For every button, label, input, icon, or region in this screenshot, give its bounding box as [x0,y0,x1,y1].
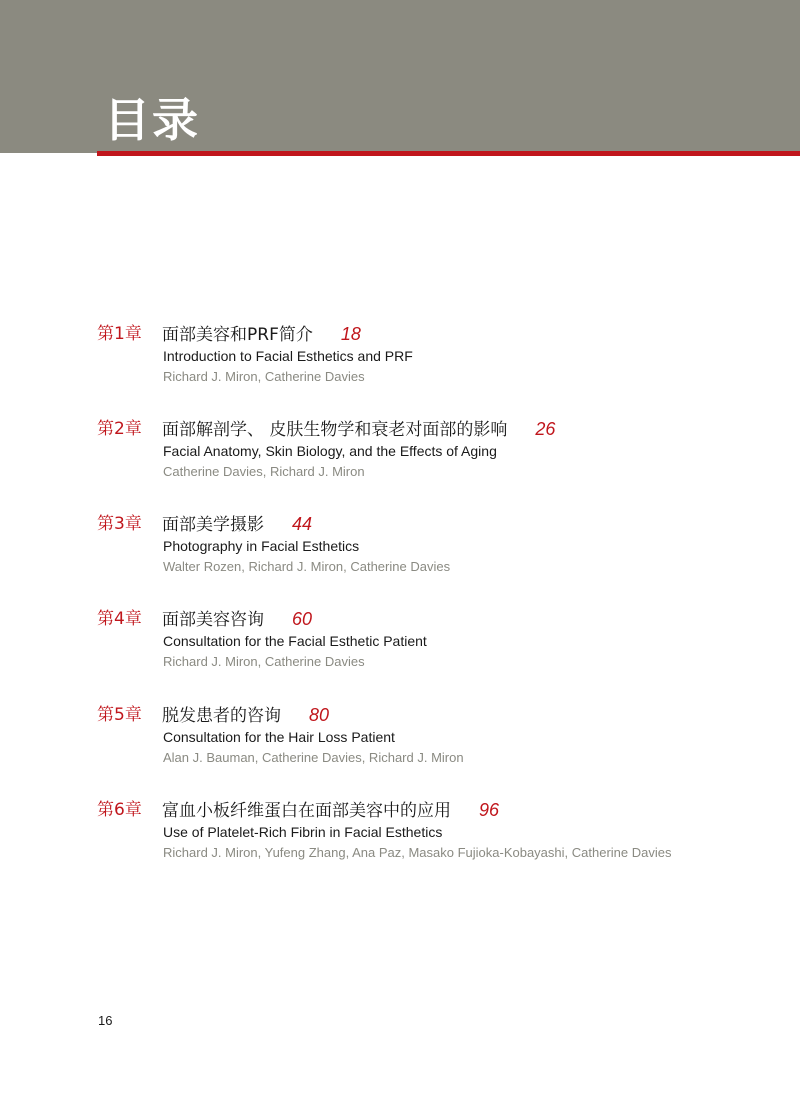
chapter-authors: Alan J. Bauman, Catherine Davies, Richard J. Miron [163,750,464,765]
chapter-authors: Richard J. Miron, Yufeng Zhang, Ana Paz, Masako Fujioka-Kobayashi, Catherine Davies [163,845,672,860]
chapter-label: 第2章 [97,419,142,439]
chapter-label: 第4章 [97,609,142,629]
chapter-title-en: Introduction to Facial Esthetics and PRF [163,348,413,364]
toc-entry-6[interactable] [0,798,800,868]
header-red-rule [97,151,800,156]
chapter-page-number[interactable]: 80 [309,705,330,725]
toc-entry-3[interactable] [0,512,800,582]
chapter-authors: Walter Rozen, Richard J. Miron, Catherine Davies [163,559,451,574]
chapter-title-en: Use of Platelet-Rich Fibrin in Facial Esthetics [163,824,443,840]
chapter-page-number[interactable]: 26 [535,419,556,439]
page-number: 16 [98,1013,113,1028]
chapter-title-zh: 脱发患者的咨询 80 [162,705,330,726]
chapter-title-en: Consultation for the Hair Loss Patient [163,729,395,745]
header-band [0,0,800,153]
toc-entry-1[interactable] [0,322,800,392]
chapter-title-en: Photography in Facial Esthetics [163,538,360,554]
chapter-authors: Richard J. Miron, Catherine Davies [163,654,365,669]
chapter-label: 第6章 [97,800,142,820]
toc-entry-5[interactable] [0,703,800,773]
toc-entry-2[interactable] [0,417,800,487]
chapter-title-en: Consultation for the Facial Esthetic Patient [163,633,427,649]
toc-entry-4[interactable] [0,607,800,677]
chapter-page-number[interactable]: 18 [340,324,361,344]
chapter-authors: Catherine Davies, Richard J. Miron [163,464,365,479]
chapter-label: 第1章 [97,324,142,344]
chapter-page-number[interactable]: 60 [292,609,313,629]
chapter-page-number[interactable]: 96 [479,800,500,820]
chapter-title-en: Facial Anatomy, Skin Biology, and the Effects of Aging [163,443,497,459]
chapter-title-zh: 面部美容和PRF简介 18 [162,324,361,345]
chapter-title-zh: 面部解剖学、 皮肤生物学和衰老对面部的影响 26 [162,419,556,440]
chapter-label: 第3章 [97,514,142,534]
chapter-label: 第5章 [97,705,142,725]
chapter-title-zh: 面部美容咨询 60 [162,609,313,630]
chapter-title-zh: 面部美学摄影 44 [162,514,313,535]
chapter-title-zh: 富血小板纤维蛋白在面部美容中的应用 96 [162,800,500,821]
chapter-authors: Richard J. Miron, Catherine Davies [163,369,365,384]
page-title: 目录 [104,93,200,147]
chapter-page-number[interactable]: 44 [292,514,313,534]
